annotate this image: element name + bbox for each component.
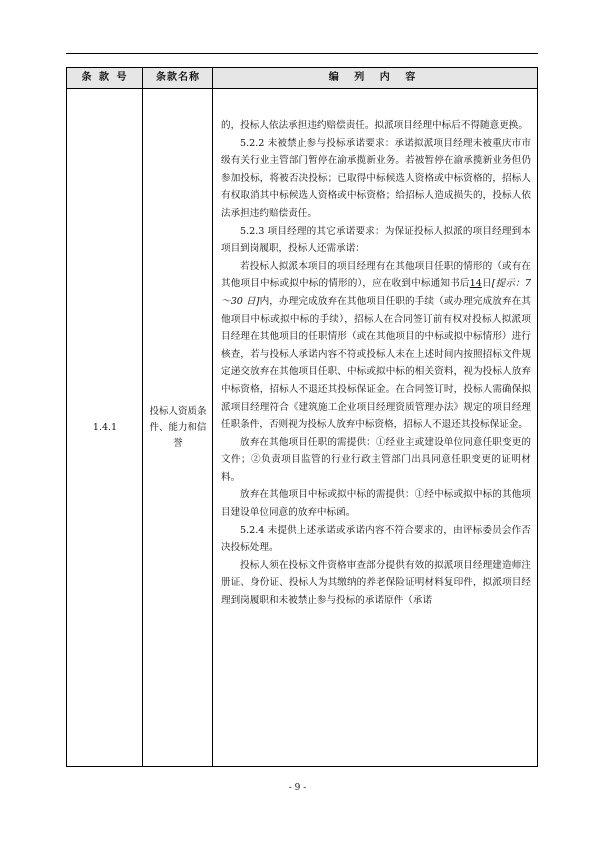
days-hint: [提示：7～30 日] xyxy=(221,278,531,307)
paragraph-resign-other: 放弃在其他项目任职的需提供：①经业主或建设单位同意任职变更的文件；②负责项目监管的行业行政主管部门出具同意任职变更的证明材料。 xyxy=(221,436,531,483)
header-clause-name: 条款名称 xyxy=(156,72,200,83)
paragraph-1: 的，投标人依法承担违约赔偿责任。拟派项目经理中标后不得随意更换。 xyxy=(221,120,528,131)
clause-number: 1.4.1 xyxy=(92,422,118,433)
commitment-text-c: 内，办理完成放弃在其他项目任职的手续（或办理完成放弃在其他项目中标或拟中标的手续），招标人在合同签订前有权对投标人拟派项目经理在其他项目的任职情形（或在其他项目的中标或拟中标情形）进行核查，若与投标人承诺内容不符或投标人未在上述时间内按照招标文件规定递交放弃在其他项目任职、中标或拟中标的相关资料，视为投标人放弃中标资格，招标人不退还其投标保证金。在合同签订时，投标人需确保拟派项目经理符合《建筑施工企业项目经理资质管理办法》规定的项目经理任职条件，否则视为投标人放弃中标资格，招标人不退还其投标保证金。 xyxy=(221,295,531,431)
commitment-text-a: 若投标人拟派本项目的项目经理有在其他项目任职的情形的（或有在其他项目中标或拟中标的情形的），应在收到中标通知书后 xyxy=(221,260,531,290)
clause-table xyxy=(66,67,538,767)
days-value: 14 xyxy=(469,278,482,290)
paragraph-withdraw-bid: 放弃在其他项目中标或拟中标的需提供：①经中标或拟中标的其他项目建设单位同意的放弃中标函。 xyxy=(221,489,531,519)
paragraph-5-2-4: 5.2.4 未提供上述承诺或承诺内容不符合要求的，由评标委员会作否决投标处理。 xyxy=(221,524,531,554)
table-header-row xyxy=(67,68,537,89)
page-number: - 9 - xyxy=(288,783,307,793)
header-content: 编 列 内 容 xyxy=(328,72,422,83)
paragraph-5-2-3: 5.2.3 项目经理的其它承诺要求：为保证投标人拟派的项目经理到本项目到岗履职，投标人还需承诺： xyxy=(221,225,531,255)
paragraph-5-2-2: 5.2.2 未被禁止参与投标承诺要求：承诺拟派项目经理未被重庆市市级有关行业主管部门暂停在渝承揽新业务。若被暂停在渝承揽新业务但仍参加投标，将被否决投标；已取得中标候选人资格或中标资格的，招标人有权取消其中标候选人资格或中标资格；给招标人造成损失的，投标人依法承担违约赔偿责任。 xyxy=(221,137,531,219)
paragraph-commitment xyxy=(221,258,531,434)
header-clause-number: 条 款 号 xyxy=(81,72,129,83)
clause-name: 投标人资质条件、能力和信誉 xyxy=(149,405,207,449)
clause-content xyxy=(213,89,537,766)
header-rule xyxy=(66,53,538,54)
paragraph-documents: 投标人须在投标文件资格审查部分提供有效的拟派项目经理建造师注册证、身份证、投标人为其缴纳的养老保险证明材料复印件，拟派项目经理到岗履职和未被禁止参与投标的承诺原件（承诺 xyxy=(221,559,531,607)
days-unit: 日 xyxy=(481,278,492,290)
